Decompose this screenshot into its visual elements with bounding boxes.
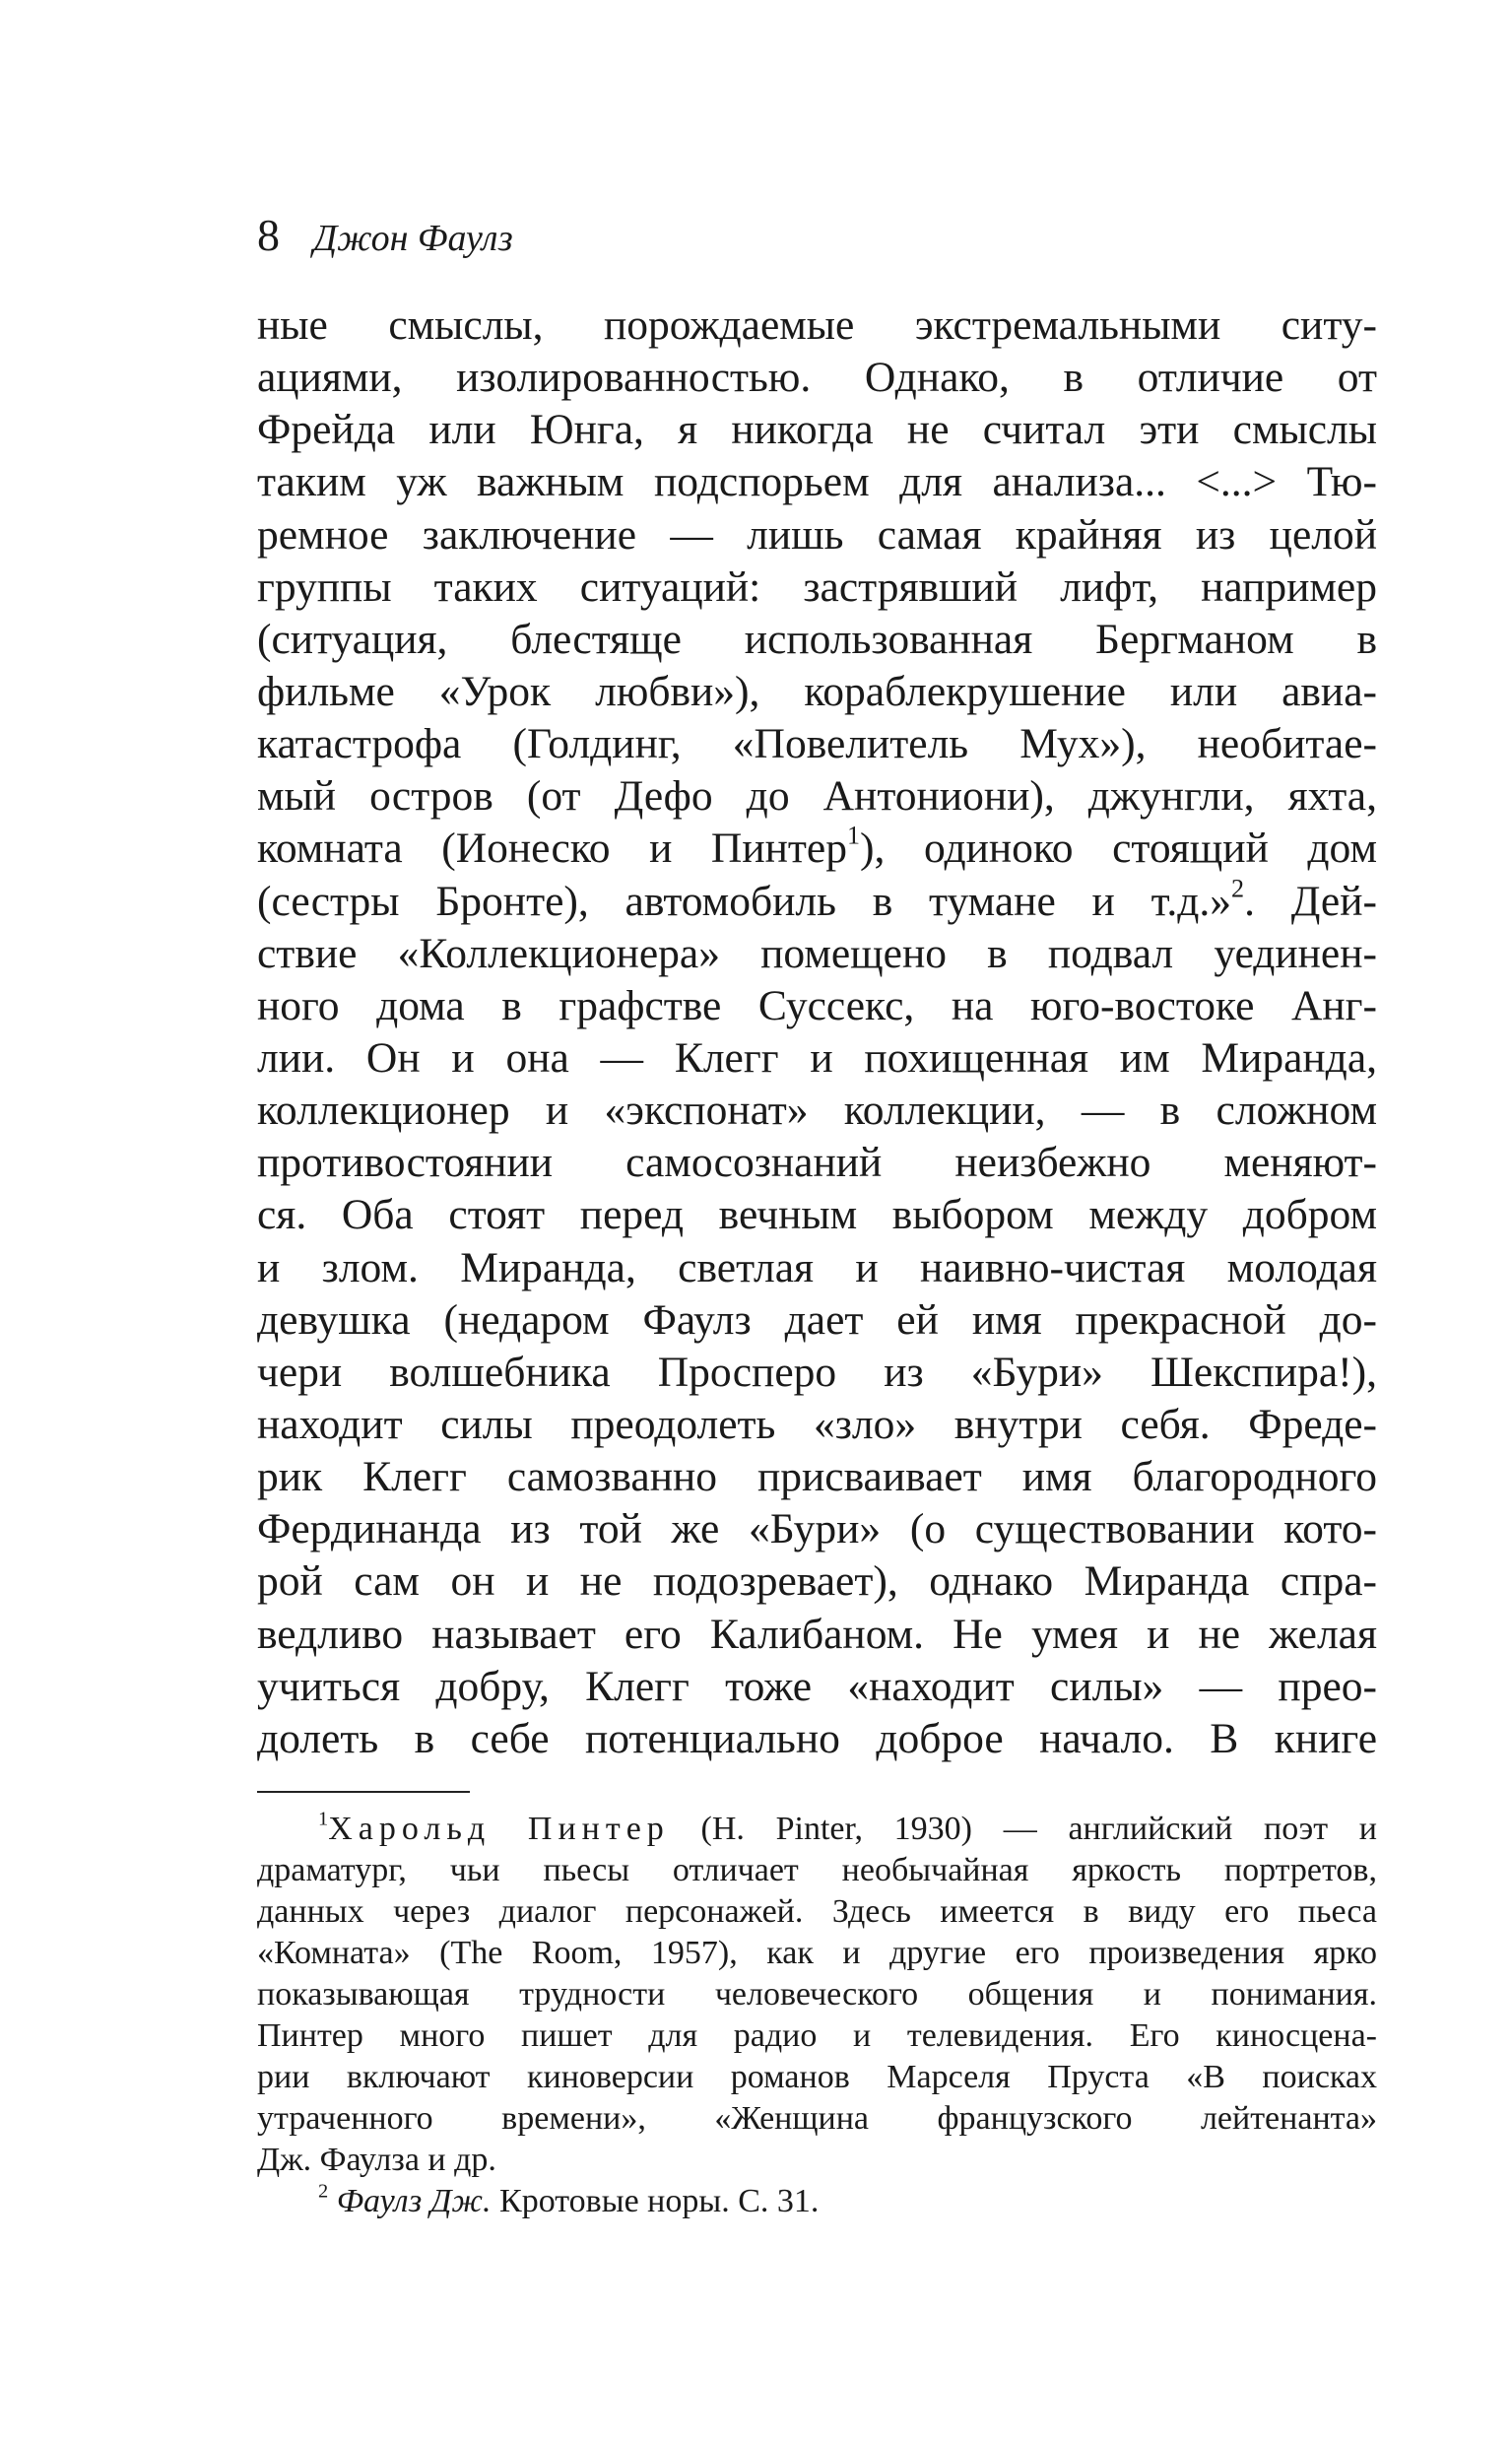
body-line-text: ), одиноко стоящий дом [860, 825, 1377, 873]
body-line: фильме «Урок любви»), кораблекрушение или авиа- [257, 667, 1377, 715]
footnote-1-line: утраченного времени», «Женщина французского лейтенанта» [257, 2100, 1377, 2137]
footnote-1-marker: 1 [318, 1808, 329, 1830]
footnote-separator [257, 1791, 470, 1793]
body-line: и злом. Миранда, светлая и наивно-чистая молодая [257, 1243, 1377, 1291]
body-line [257, 876, 1377, 928]
body-line: ремное заключение — лишь самая крайняя из целой [257, 510, 1377, 559]
running-head [257, 209, 513, 268]
footnote-2 [257, 2181, 1377, 2222]
body-line: ствие «Коллекционера» помещено в подвал уединен- [257, 929, 1377, 977]
body-line: девушка (недаром Фаулз дает ей имя прекрасной до- [257, 1295, 1377, 1344]
body-line: ся. Оба стоят перед вечным выбором между добром [257, 1191, 1377, 1239]
body-line: ные смыслы, порождаемые экстремальными ситу- [257, 301, 1377, 349]
body-line-text: (сестры Бронте), автомобиль в тумане и т.д.» [257, 877, 1232, 925]
footnote-2-author: Фаулз Дж. [336, 2183, 492, 2219]
body-line: рой сам он и не подозревает), однако Миранда спра- [257, 1557, 1377, 1606]
footnote-1-first-line [257, 1809, 1377, 1850]
body-line: ациями, изолированностью. Однако, в отличие от [257, 354, 1377, 402]
footnote-1-line: Дж. Фаулза и др. [257, 2142, 496, 2178]
footnote-2-marker: 2 [318, 2180, 329, 2203]
body-line: противостоянии самосознаний неизбежно меняют- [257, 1139, 1377, 1187]
body-line: ного дома в графстве Суссекс, на юго-востоке Анг- [257, 981, 1377, 1029]
body-line: (ситуация, блестяще использованная Бергманом в [257, 615, 1377, 663]
body-line: лии. Он и она — Клегг и похищенная им Миранда, [257, 1033, 1377, 1082]
body-text [257, 299, 1377, 1765]
footnote-1-line: Пинтер много пишет для радио и телевидения. Его киносцена- [257, 2017, 1377, 2054]
footnote-reference[interactable]: 2 [1231, 874, 1245, 903]
footnote-reference[interactable]: 1 [846, 822, 861, 851]
footnote-1-line: драматург, чьи пьесы отличает необычайная яркость портретов, [257, 1852, 1377, 1888]
body-line-text: . Дей- [1244, 877, 1378, 925]
footnote-1-text: (H. Pinter, 1930) — английский поэт и [669, 1811, 1377, 1847]
page-number: 8 [257, 210, 280, 260]
footnotes [257, 1809, 1377, 2222]
footnote-1-line: данных через диалог персонажей. Здесь имеется в виду его пьеса [257, 1893, 1377, 1930]
body-line: рик Клегг самозванно присваивает имя благородного [257, 1453, 1377, 1501]
body-line: долеть в себе потенциально доброе начало. В книге [257, 1714, 1377, 1762]
body-line: Фердинанда из той же «Бури» (о существовании кото- [257, 1505, 1377, 1553]
footnote-1-name: Харольд Пинтер [328, 1811, 670, 1847]
body-line [257, 823, 1377, 875]
body-line-text: комната (Ионеско и Пинтер [257, 825, 847, 873]
footnote-1-line: рии включают киноверсии романов Марселя Пруста «В поисках [257, 2059, 1377, 2095]
body-line: Фрейда или Юнга, я никогда не считал эти смыслы [257, 406, 1377, 454]
body-line: коллекционер и «экспонат» коллекции, — в сложном [257, 1087, 1377, 1135]
body-line: группы таких ситуаций: застрявший лифт, например [257, 562, 1377, 611]
footnote-2-text: Кротовые норы. С. 31. [491, 2183, 820, 2219]
running-title-author: Джон Фаулз [313, 218, 513, 259]
body-line: учиться добру, Клегг тоже «находит силы» — прео- [257, 1662, 1377, 1710]
body-line: мый остров (от Дефо до Антониони), джунгли, яхта, [257, 772, 1377, 821]
body-line: находит силы преодолеть «зло» внутри себя. Фреде- [257, 1400, 1377, 1448]
body-line: чери волшебника Просперо из «Бури» Шекспира!), [257, 1348, 1377, 1396]
body-line: ведливо называет его Калибаном. Не умея и не желая [257, 1610, 1377, 1658]
body-line: таким уж важным подспорьем для анализа... <...> Тю- [257, 458, 1377, 506]
body-line: катастрофа (Голдинг, «Повелитель Мух»), необитае- [257, 720, 1377, 768]
footnote-1-line: «Комната» (The Room, 1957), как и другие его произведения ярко [257, 1935, 1377, 1971]
footnote-1-line: показывающая трудности человеческого общения и понимания. [257, 1976, 1377, 2013]
